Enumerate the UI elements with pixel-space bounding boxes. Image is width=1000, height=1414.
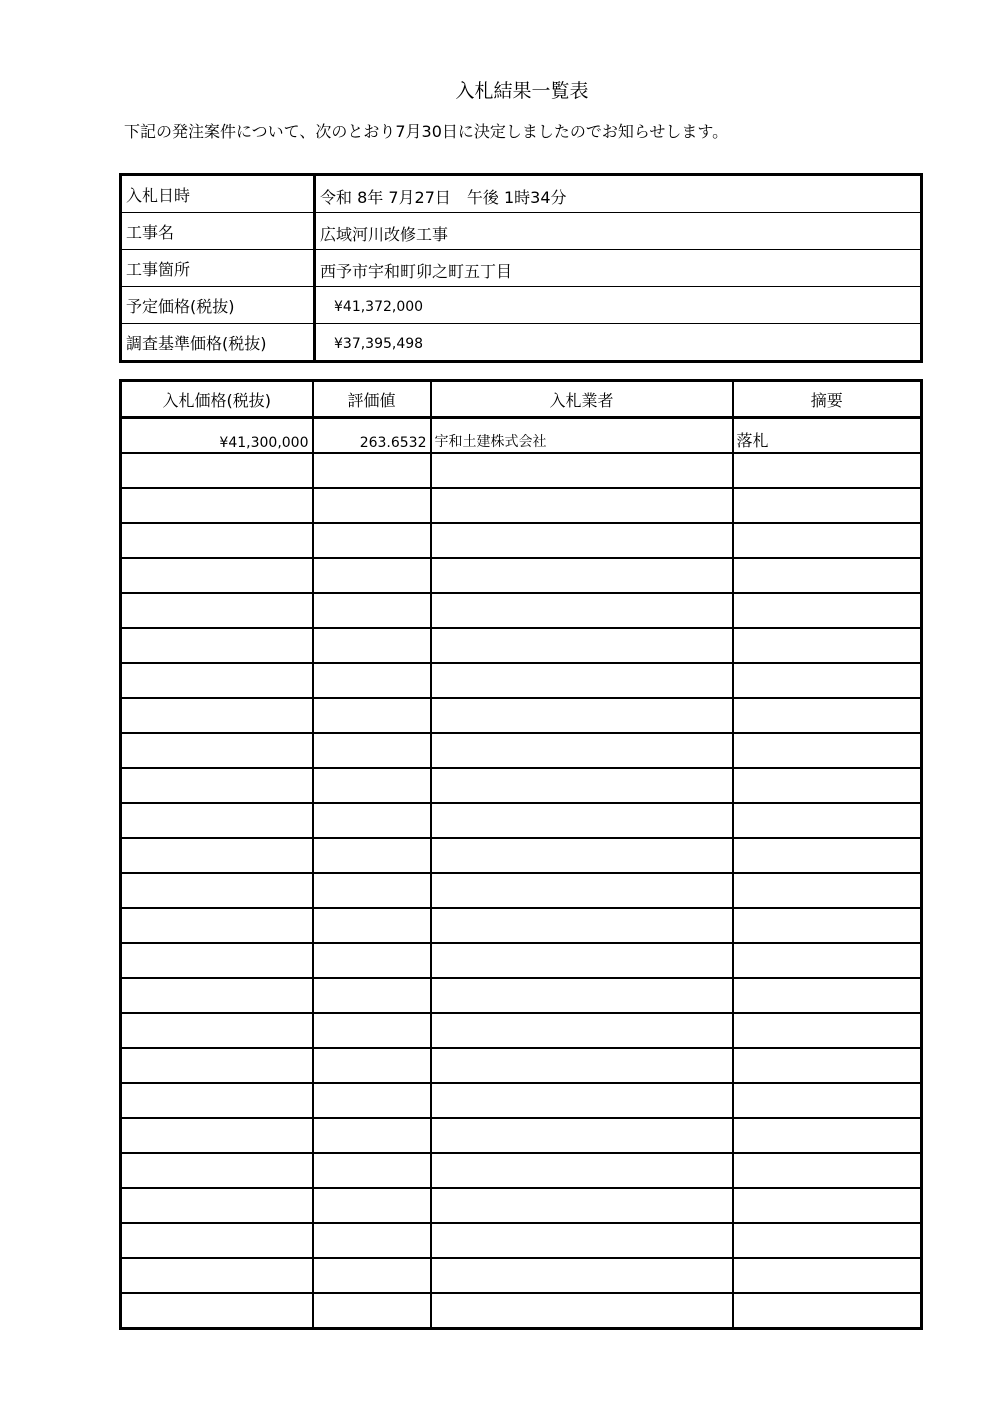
- empty-cell: [733, 1153, 922, 1188]
- empty-cell: [431, 1223, 733, 1258]
- score-cell: 263.6532: [313, 418, 431, 454]
- info-value-date: 令和 8年 7月27日 午後 1時34分: [315, 175, 922, 213]
- empty-cell: [121, 1013, 313, 1048]
- empty-cell: [733, 523, 922, 558]
- empty-cell: [431, 1118, 733, 1153]
- empty-row: [121, 1223, 922, 1258]
- empty-cell: [313, 1293, 431, 1329]
- empty-row: [121, 908, 922, 943]
- empty-cell: [313, 453, 431, 488]
- empty-cell: [431, 558, 733, 593]
- bid-info-table: [119, 173, 923, 363]
- empty-cell: [313, 1048, 431, 1083]
- empty-cell: [121, 978, 313, 1013]
- empty-cell: [431, 873, 733, 908]
- empty-cell: [121, 1293, 313, 1329]
- empty-cell: [431, 978, 733, 1013]
- empty-row: [121, 558, 922, 593]
- empty-cell: [733, 453, 922, 488]
- empty-cell: [313, 698, 431, 733]
- empty-row: [121, 628, 922, 663]
- empty-cell: [733, 733, 922, 768]
- results-body: [121, 418, 922, 1329]
- empty-cell: [313, 943, 431, 978]
- empty-cell: [431, 1048, 733, 1083]
- bid-price-cell: ¥41,300,000: [121, 418, 313, 454]
- empty-row: [121, 943, 922, 978]
- empty-cell: [313, 488, 431, 523]
- empty-cell: [121, 698, 313, 733]
- bid-results-table: [119, 379, 923, 1330]
- empty-cell: [431, 488, 733, 523]
- empty-cell: [431, 1293, 733, 1329]
- empty-cell: [313, 1223, 431, 1258]
- empty-cell: [121, 1258, 313, 1293]
- empty-cell: [313, 523, 431, 558]
- header-bid-price: 入札価格(税抜): [121, 381, 313, 418]
- empty-cell: [313, 768, 431, 803]
- empty-cell: [313, 1258, 431, 1293]
- info-value-survey-price: ¥37,395,498: [315, 324, 922, 362]
- header-score: 評価値: [313, 381, 431, 418]
- info-row-survey-price: [121, 324, 922, 362]
- empty-cell: [733, 1118, 922, 1153]
- info-label-survey-price: 調査基準価格(税抜): [121, 324, 315, 362]
- empty-cell: [431, 628, 733, 663]
- empty-cell: [431, 1188, 733, 1223]
- empty-cell: [733, 1293, 922, 1329]
- empty-cell: [121, 733, 313, 768]
- info-value-project: 広域河川改修工事: [315, 213, 922, 250]
- empty-row: [121, 1013, 922, 1048]
- empty-cell: [733, 978, 922, 1013]
- empty-cell: [313, 1083, 431, 1118]
- empty-cell: [733, 943, 922, 978]
- empty-cell: [733, 558, 922, 593]
- empty-cell: [121, 1223, 313, 1258]
- empty-cell: [121, 593, 313, 628]
- info-row-project: [121, 213, 922, 250]
- header-remark: 摘要: [733, 381, 922, 418]
- results-header-row: [121, 381, 922, 418]
- empty-cell: [733, 628, 922, 663]
- empty-cell: [121, 803, 313, 838]
- empty-cell: [431, 733, 733, 768]
- page-title: 入札結果一覧表: [455, 80, 589, 102]
- empty-cell: [431, 523, 733, 558]
- empty-cell: [431, 663, 733, 698]
- info-label-planned-price: 予定価格(税抜): [121, 287, 315, 324]
- empty-cell: [121, 488, 313, 523]
- empty-cell: [121, 453, 313, 488]
- empty-row: [121, 663, 922, 698]
- empty-cell: [733, 1223, 922, 1258]
- empty-cell: [733, 1188, 922, 1223]
- empty-row: [121, 978, 922, 1013]
- empty-cell: [733, 768, 922, 803]
- info-value-location: 西予市宇和町卯之町五丁目: [315, 250, 922, 287]
- empty-cell: [733, 1013, 922, 1048]
- empty-cell: [733, 593, 922, 628]
- header-bidder: 入札業者: [431, 381, 733, 418]
- empty-cell: [733, 803, 922, 838]
- empty-row: [121, 593, 922, 628]
- empty-cell: [733, 698, 922, 733]
- empty-cell: [121, 558, 313, 593]
- empty-cell: [121, 628, 313, 663]
- empty-row: [121, 1258, 922, 1293]
- empty-row: [121, 453, 922, 488]
- empty-cell: [121, 1153, 313, 1188]
- empty-row: [121, 698, 922, 733]
- empty-cell: [431, 943, 733, 978]
- empty-cell: [431, 1153, 733, 1188]
- empty-cell: [121, 873, 313, 908]
- empty-cell: [121, 1188, 313, 1223]
- empty-cell: [313, 628, 431, 663]
- empty-cell: [431, 698, 733, 733]
- empty-row: [121, 1153, 922, 1188]
- empty-row: [121, 488, 922, 523]
- empty-cell: [313, 593, 431, 628]
- empty-cell: [121, 1118, 313, 1153]
- empty-row: [121, 1048, 922, 1083]
- empty-cell: [313, 1118, 431, 1153]
- empty-cell: [313, 908, 431, 943]
- empty-row: [121, 1083, 922, 1118]
- empty-row: [121, 768, 922, 803]
- empty-cell: [431, 908, 733, 943]
- empty-row: [121, 1118, 922, 1153]
- empty-cell: [431, 838, 733, 873]
- empty-cell: [121, 1083, 313, 1118]
- empty-cell: [733, 488, 922, 523]
- empty-cell: [313, 733, 431, 768]
- empty-cell: [313, 558, 431, 593]
- empty-cell: [733, 908, 922, 943]
- empty-row: [121, 803, 922, 838]
- empty-row: [121, 1188, 922, 1223]
- empty-cell: [733, 1083, 922, 1118]
- info-row-date: [121, 175, 922, 213]
- empty-cell: [121, 908, 313, 943]
- empty-cell: [121, 943, 313, 978]
- empty-cell: [313, 838, 431, 873]
- info-row-planned-price: [121, 287, 922, 324]
- empty-cell: [431, 453, 733, 488]
- empty-row: [121, 733, 922, 768]
- info-label-date: 入札日時: [121, 175, 315, 213]
- empty-cell: [733, 838, 922, 873]
- empty-cell: [733, 1258, 922, 1293]
- bidder-cell: 宇和土建株式会社: [431, 418, 733, 454]
- empty-cell: [121, 663, 313, 698]
- empty-cell: [733, 663, 922, 698]
- table-row: [121, 418, 922, 454]
- empty-cell: [121, 1048, 313, 1083]
- empty-row: [121, 873, 922, 908]
- empty-cell: [733, 1048, 922, 1083]
- empty-row: [121, 523, 922, 558]
- empty-cell: [313, 803, 431, 838]
- empty-row: [121, 838, 922, 873]
- empty-cell: [431, 803, 733, 838]
- empty-row: [121, 1293, 922, 1329]
- empty-cell: [121, 523, 313, 558]
- empty-cell: [733, 873, 922, 908]
- empty-cell: [121, 838, 313, 873]
- info-label-project: 工事名: [121, 213, 315, 250]
- intro-text: 下記の発注案件について、次のとおり7月30日に決定しましたのでお知らせします。: [124, 122, 729, 141]
- empty-cell: [431, 1083, 733, 1118]
- remark-cell: 落札: [733, 418, 922, 454]
- empty-cell: [121, 768, 313, 803]
- empty-cell: [431, 593, 733, 628]
- empty-cell: [313, 873, 431, 908]
- info-value-planned-price: ¥41,372,000: [315, 287, 922, 324]
- empty-cell: [313, 663, 431, 698]
- empty-cell: [313, 978, 431, 1013]
- empty-cell: [431, 1013, 733, 1048]
- empty-cell: [431, 1258, 733, 1293]
- info-row-location: [121, 250, 922, 287]
- empty-cell: [313, 1013, 431, 1048]
- empty-cell: [431, 768, 733, 803]
- empty-cell: [313, 1188, 431, 1223]
- info-label-location: 工事箇所: [121, 250, 315, 287]
- empty-cell: [313, 1153, 431, 1188]
